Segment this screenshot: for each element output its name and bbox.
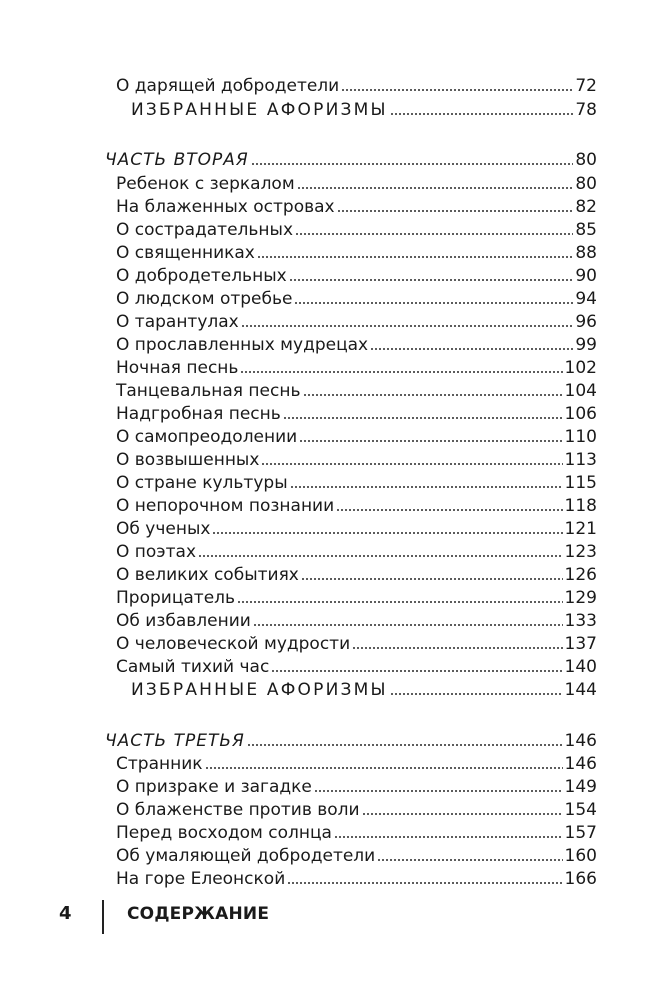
dot-leader: [390, 112, 574, 116]
dot-leader: [205, 766, 563, 770]
dot-leader: [253, 623, 563, 627]
toc-page-number: 80: [575, 174, 597, 194]
toc-entry: [0, 308, 597, 332]
chapter-title: О тарантулах: [116, 312, 239, 332]
dot-leader: [237, 600, 562, 604]
toc-entry: [0, 446, 597, 470]
dot-leader: [334, 835, 563, 839]
toc-entry: [0, 819, 597, 843]
toc-page-number: 80: [575, 150, 597, 170]
chapter-title: Об ученых: [116, 519, 211, 539]
dot-leader: [301, 577, 563, 581]
toc-entry: [0, 653, 597, 677]
dot-leader: [352, 646, 562, 650]
toc-page-number: 140: [564, 657, 597, 677]
toc-page-number: 146: [564, 754, 597, 774]
toc-entry: [0, 423, 597, 447]
toc-page-number: 118: [564, 496, 597, 516]
dot-leader: [198, 554, 563, 558]
toc-page-number: 104: [564, 381, 597, 401]
dot-leader: [251, 162, 574, 166]
toc-page-number: 115: [564, 473, 597, 493]
chapter-title: На горе Елеонской: [116, 869, 286, 889]
toc-page-number: 144: [564, 680, 597, 700]
chapter-title: Танцевальная песнь: [116, 381, 301, 401]
chapter-title: О прославленных мудрецах: [116, 335, 369, 355]
dot-leader: [247, 743, 563, 747]
dot-leader: [287, 881, 562, 885]
toc-entry: [0, 607, 597, 631]
dot-leader: [299, 439, 562, 443]
chapter-title: О непорочном познании: [116, 496, 335, 516]
dot-leader: [314, 789, 563, 793]
toc-entry: [0, 193, 597, 217]
toc-entry: [0, 331, 597, 355]
toc-entry: [0, 354, 597, 378]
toc-page-number: 133: [564, 611, 597, 631]
toc-page-number: 126: [564, 565, 597, 585]
dot-leader: [295, 232, 573, 236]
dot-leader: [283, 416, 563, 420]
toc-entry: [0, 865, 597, 889]
dot-leader: [257, 255, 573, 259]
toc-entry: [0, 773, 597, 797]
toc-entry: [0, 727, 597, 751]
toc-page-number: 137: [564, 634, 597, 654]
toc-page-number: 88: [575, 243, 597, 263]
chapter-title: О сострадательных: [116, 220, 294, 240]
toc-page-number: 146: [564, 731, 597, 751]
chapter-title: О добродетельных: [116, 266, 287, 286]
toc-entry: [0, 561, 597, 585]
part-heading: ЧАСТЬ ТРЕТЬЯ: [105, 731, 245, 751]
dot-leader: [294, 301, 573, 305]
toc-page-number: 166: [564, 869, 597, 889]
chapter-title: Надгробная песнь: [116, 404, 281, 424]
toc-page-number: 154: [564, 800, 597, 820]
chapter-title: О призраке и загадке: [116, 777, 312, 797]
chapter-title: О дарящей добродетели: [116, 76, 340, 96]
chapter-title: О поэтах: [116, 542, 197, 562]
footer-divider: [102, 900, 104, 934]
chapter-title: О стране культуры: [116, 473, 288, 493]
dot-leader: [390, 692, 563, 696]
chapter-title: Перед восходом солнца: [116, 823, 332, 843]
chapter-title: На блаженных островах: [116, 197, 335, 217]
chapter-title: О человеческой мудрости: [116, 634, 351, 654]
toc-page-number: 78: [575, 100, 597, 120]
toc-entry: [0, 630, 597, 654]
toc-page-number: 121: [564, 519, 597, 539]
toc-entry: [0, 842, 597, 866]
chapter-title: Странник: [116, 754, 203, 774]
dot-leader: [271, 669, 562, 673]
chapter-title: Прорицатель: [116, 588, 236, 608]
dot-leader: [370, 347, 573, 351]
toc-entry: [0, 146, 597, 170]
aphorisms-heading: ИЗБРАННЫЕ АФОРИЗМЫ: [131, 100, 388, 120]
dot-leader: [377, 858, 562, 862]
chapter-title: Самый тихий час: [116, 657, 270, 677]
dot-leader: [212, 531, 562, 535]
toc-entry: [0, 492, 597, 516]
chapter-title: О самопреодолении: [116, 427, 298, 447]
toc-page-number: 72: [575, 76, 597, 96]
toc-page-number: 90: [575, 266, 597, 286]
toc-entry: [0, 676, 597, 700]
dot-leader: [289, 278, 574, 282]
chapter-title: Ребенок с зеркалом: [116, 174, 295, 194]
dot-leader: [362, 812, 563, 816]
chapter-title: О людском отребье: [116, 289, 293, 309]
chapter-title: Об умаляющей добродетели: [116, 846, 376, 866]
toc-entry: [0, 72, 597, 96]
toc-page-number: 157: [564, 823, 597, 843]
toc-entry: [0, 469, 597, 493]
toc-entry: [0, 538, 597, 562]
toc-entry: [0, 400, 597, 424]
chapter-title: Об избавлении: [116, 611, 251, 631]
chapter-title: О великих событиях: [116, 565, 299, 585]
page-number: 4: [59, 903, 72, 924]
toc-page-number: 94: [575, 289, 597, 309]
toc-page-number: 102: [564, 358, 597, 378]
dot-leader: [241, 324, 574, 328]
chapter-title: О священниках: [116, 243, 255, 263]
toc-entry: [0, 170, 597, 194]
part-heading: ЧАСТЬ ВТОРАЯ: [105, 150, 249, 170]
toc-entry: [0, 216, 597, 240]
toc-page-number: 85: [575, 220, 597, 240]
toc-page-number: 113: [564, 450, 597, 470]
toc-entry: [0, 285, 597, 309]
toc-page-number: 99: [575, 335, 597, 355]
toc-page-number: 110: [564, 427, 597, 447]
toc-entry: [0, 750, 597, 774]
toc-entry: [0, 584, 597, 608]
chapter-title: О возвышенных: [116, 450, 260, 470]
toc-entry: [0, 796, 597, 820]
dot-leader: [303, 393, 563, 397]
toc-entry: [0, 377, 597, 401]
page-footer: [0, 900, 669, 940]
aphorisms-heading: ИЗБРАННЫЕ АФОРИЗМЫ: [131, 680, 388, 700]
running-header-label: СОДЕРЖАНИЕ: [127, 904, 270, 924]
toc-page-number: 160: [564, 846, 597, 866]
toc-page-number: 129: [564, 588, 597, 608]
dot-leader: [297, 186, 574, 190]
toc-page-number: 96: [575, 312, 597, 332]
dot-leader: [240, 370, 562, 374]
toc-entry: [0, 262, 597, 286]
toc-page-number: 82: [575, 197, 597, 217]
toc-entry: [0, 239, 597, 263]
toc-page-number: 149: [564, 777, 597, 797]
dot-leader: [336, 508, 562, 512]
chapter-title: Ночная песнь: [116, 358, 239, 378]
dot-leader: [261, 462, 562, 466]
toc-page-number: 123: [564, 542, 597, 562]
toc-entry: [0, 515, 597, 539]
chapter-title: О блаженстве против воли: [116, 800, 360, 820]
toc-page-number: 106: [564, 404, 597, 424]
dot-leader: [290, 485, 563, 489]
dot-leader: [337, 209, 574, 213]
dot-leader: [341, 88, 573, 92]
toc-entry: [0, 96, 597, 120]
